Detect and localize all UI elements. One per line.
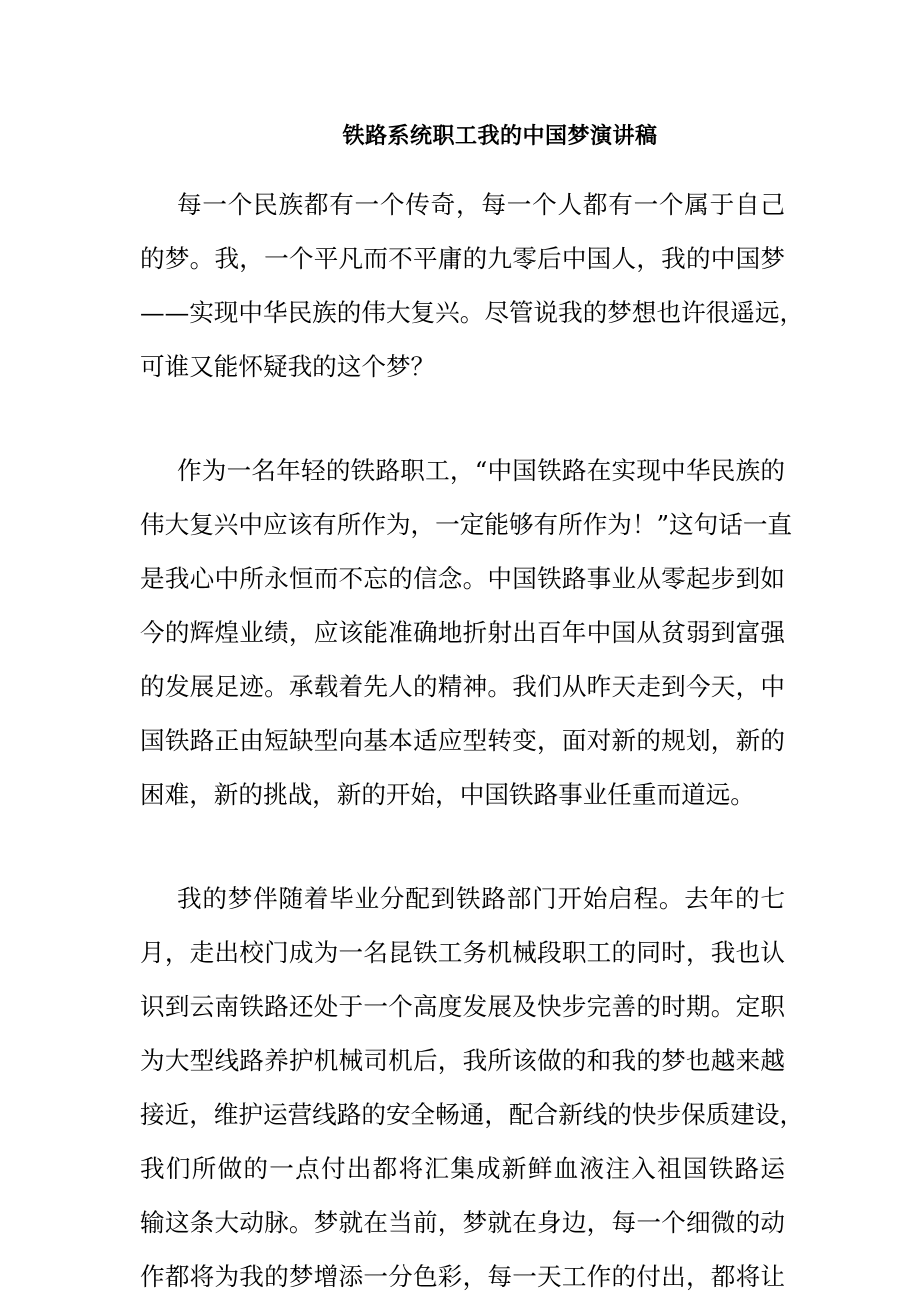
text-line: 作都将为我的梦增添一分色彩，每一天工作的付出，都将让 [140, 1262, 785, 1291]
text-line: 的梦。我，一个平凡而不平庸的九零后中国人，我的中国梦 [140, 244, 785, 273]
paragraph-gap [140, 394, 785, 444]
text-line: 国铁路正由短缺型向基本适应型转变，面对新的规划，新的 [140, 726, 785, 755]
paragraph-1 [140, 178, 805, 394]
text-line: 的发展足迹。承载着先人的精神。我们从昨天走到今天，中 [140, 672, 785, 701]
text-line: 是我心中所永恒而不忘的信念。中国铁路事业从零起步到如 [140, 564, 785, 593]
text-line: 接近，维护运营线路的安全畅通，配合新线的快步保质建设， [140, 1100, 805, 1129]
text-line: 今的辉煌业绩，应该能准确地折射出百年中国从贫弱到富强 [140, 618, 785, 647]
text-line: 我们所做的一点付出都将汇集成新鲜血液注入祖国铁路运 [140, 1154, 785, 1183]
text-line: 我的梦伴随着毕业分配到铁路部门开始启程。去年的七 [177, 884, 785, 913]
document-body [140, 178, 805, 1304]
text-line: 为大型线路养护机械司机后，我所该做的和我的梦也越来越 [140, 1046, 785, 1075]
text-line: 每一个民族都有一个传奇，每一个人都有一个属于自己 [177, 190, 785, 219]
text-line: 月，走出校门成为一名昆铁工务机械段职工的同时，我也认 [140, 938, 785, 967]
paragraph-gap [140, 822, 785, 872]
text-line: ——实现中华民族的伟大复兴。尽管说我的梦想也许很遥远， [140, 298, 805, 327]
text-line: 困难，新的挑战，新的开始，中国铁路事业任重而道远。 [140, 780, 755, 809]
document-title: 铁路系统职工我的中国梦演讲稿 [342, 123, 658, 149]
text-line: 识到云南铁路还处于一个高度发展及快步完善的时期。定职 [140, 992, 785, 1021]
paragraph-2 [140, 444, 793, 822]
text-line: 伟大复兴中应该有所作为，一定能够有所作为！”这句话一直 [140, 510, 793, 539]
text-line: 可谁又能怀疑我的这个梦？ [140, 352, 436, 381]
text-line: 作为一名年轻的铁路职工，“中国铁路在实现中华民族的 [177, 456, 785, 485]
paragraph-3 [140, 872, 805, 1304]
text-line: 输这条大动脉。梦就在当前，梦就在身边，每一个细微的动 [140, 1208, 785, 1237]
